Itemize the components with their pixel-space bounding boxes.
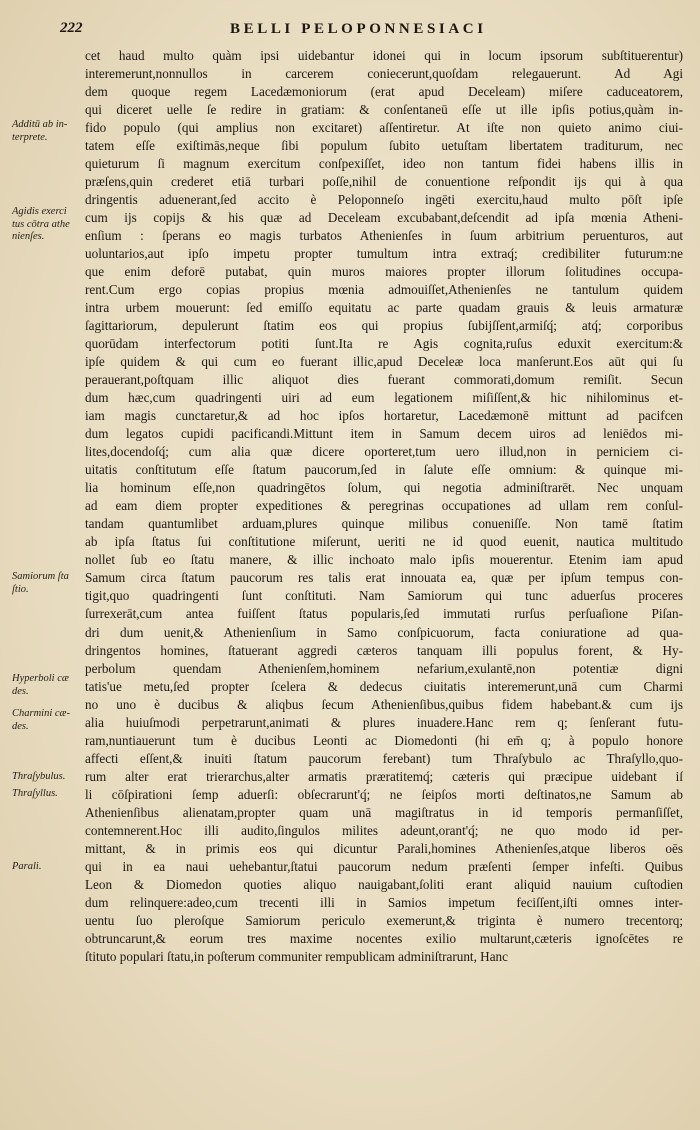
text-line: ſagittariorum, depulerunt ſtatim eos qui propius ſubijſſent,armiſq́; atq́; corporibus [85,318,683,334]
margin-note-line: Thraſyllus. [12,788,58,799]
text-line: mittant, & in primis eos qui dicuntur Parali,homines Athenienſes,atque liberos oēs [85,840,683,856]
text-line: rum alter erat trierarchus,alter armatis præratitemq́; cæteris qui præcipue uidebant iſ [85,768,683,784]
text-line: Athenienſibus alienatam,propter quam unā magiſtratus in id temporis permanſiſſet, [85,804,683,820]
margin-note-thrasybulus [12,771,84,784]
margin-note-line: des. [12,685,29,697]
text-line: cum ijs copijs & his quæ ad Deceleam excubabant,deſcendit ad ipſa mœnia Atheni- [85,210,683,226]
text-line: dum hæc,cum quadringenti uiri ad eum legationem miſiſſent,& hic nihilominus et- [85,390,683,406]
text-line: dem quoque regem Lacedæmoniorum (erat apud Deceleam) miſere caduceatorem, [85,84,683,100]
margin-note-thrasyllus [12,788,84,801]
margin-note-line: Parali. [12,861,42,872]
text-line: no uno è ducibus & aliqbus ſecum Athenienſibus,quibus fidem habebant.& cum ijs [85,696,683,712]
text-line: quieturum ſi magnum exercitum conſpexiſſet, ideo non tantum fidei habens illis in [85,156,683,172]
margin-note-line: Additū ab in- [12,119,68,130]
margin-note-line: Charmini cæ- [12,708,71,719]
text-line: uentu ſuo pleroſque Samiorum periculo exemerunt,& triginta è numero trecentorq; [85,912,683,928]
margin-note-parali [12,861,84,874]
text-line: ſtituto populari ſtatu,in poſterum communiter rempublicam adminiſtrarunt, Hanc [85,948,508,964]
margin-note-charmini [12,708,84,733]
text-line: intra urbem mouerunt: ſed emiſſo equitatu ac parte quadam grauis & leuis armaturæ [85,300,683,316]
text-line: cet haud multo quàm ipsi uidebantur idonei qui in locum ipsorum subſtituerentur) [85,48,683,63]
text-line: obtruncarunt,& eorum tres maxime nocentes exilio multarunt,cæteris ignoſcētes re [85,930,683,946]
margin-note-hyperboli [12,673,84,698]
text-line: uitatis conſtitutum eſſe ſtatum paucorum,ſed in ſalute eſſe omnium: & quinque mi- [85,462,683,478]
text-line: tandam quantumlibet arduam,plures quinque milibus conueniſſe. Non tamē ſtatim [85,516,683,532]
text-line: dringentos homines, ſtatuerant aggredi cæteros tanquam illi populus forent, & Hy- [85,642,683,658]
text-line: lites,docendoſq́; cum alia quæ dicere oporteret,tum uero illud,non in perniciem ci- [85,444,683,460]
main-text-block [85,47,683,966]
margin-note-additum [12,119,84,144]
text-line: dum relinquere:adeo,cum trecenti illi in Samios impetum feciſſent,iſti omnes inter- [85,894,683,910]
running-head [60,20,680,44]
text-line: tigit,quo quadringenti ſunt conſtituti. Nam Samiorum qui tunc aduerſus proceres [85,588,683,604]
margin-note-line: Agidis exerci [12,206,67,217]
text-line: quorūdam interfectorum potiti ſunt.Ita re Agis cognita,ruſus eduxit exercitum:& [85,336,683,352]
margin-note-line: Samiorum ſta [12,571,69,582]
margin-note-line: nienſes. [12,231,45,242]
text-line: interemerunt,nonnullos in carcerem coniecerunt,quoſdam relegauerunt. Ad Agi [85,66,683,82]
text-line: dringentis aduenerant,ſed accito è Peloponneſo ingēti exercitu,haud multo pōſt ipſe [85,192,683,208]
text-line: uoluntarios,aut ipſo impetu propter tumultum intra extraq́; credibiliter futurum:ne [85,246,683,262]
running-title: BELLI PELOPONNESIACI [230,21,487,37]
text-line: Samum circa ſtatum paucorum res talis erat innouata ea, quæ per ipſum tempus con- [85,570,683,586]
margin-note-line: des. [12,720,29,732]
margin-note-agidis [12,206,84,244]
text-line: qui in ea naui uehebantur,ſtatui paucorum nedum præſenti ſemper infeſti. Quibus [85,858,683,874]
margin-note-line: ſtio. [12,583,29,595]
text-line: tatem eſſe exiſtimās,neque ſibi populum ſubito uetuſtam libertatem traditurum, nec [85,138,683,154]
text-line: affecti eſſent,& inuiti ſtatum paucorum ferebant) tum Thraſybulo ac Thraſyllo,quo- [85,750,683,766]
text-line: Leon & Diomedon quoties aliquo nauigabant,ſoliti erant aliquid nauium cuſtodien [85,876,683,892]
margin-note-line: terprete. [12,131,48,143]
margin-note-line: Hyperboli cæ [12,673,69,684]
text-line: ad eam diem propter expeditiones & peregrinas occupationes ad ullam rem conſul- [85,498,683,514]
text-line: que enim deforē putabat, quin muros maiores propter illorum ſolitudines occupa- [85,264,683,280]
text-line: ipſe quidem & qui cum eo fuerant illic,apud Deceleæ loca manſerunt.Eos aūt qui ſu [85,354,683,370]
text-line: fido populo (qui amplius non excitaret) aſſentiretur. At iſte non quieto animo ciui- [85,120,683,136]
text-line: rent.Cum ergo copias propius mœnia admouiſſet,Athenienſes ne tantulum quidem [85,282,683,298]
text-line: dum legatos cupidi pacificandi.Mittunt item in Samum decem uiros ad leniēdos mi- [85,426,683,442]
text-line: præſens,quin crederet etiā turbari poſſe,nihil de conuentione reſpondit ijs qui à qua [85,174,683,190]
text-line: perbolum quendam Athenienſem,hominem nefarium,exulantē,non potentiæ digni [85,660,683,676]
text-line: dri dum uenit,& Athenienſium in Samo conſpicuorum, facta coniuratione ad qua- [85,624,683,640]
text-line: nollet ſub eo ſtatu manere, & illic inchoato malo ipſis mouerentur. Etenim iam apud [85,552,683,568]
margin-note-samiorum [12,571,84,596]
margin-note-line: tus cōtra athe [12,218,70,230]
margin-note-line: Thraſybulus. [12,771,66,782]
text-line: qui diceret uelle ſe redire in gratiam: & conſentaneū eſſe ut ille ipſis potius,quàm in- [85,102,683,118]
text-line: enſium : ſperans eo magis turbatos Athenienſes in ſuum arbitrium peruenturos, aut [85,228,683,244]
text-line: li cōſpirationi ſemp aduerſi: obſecrarunt'q́; ne ſeipſos morti deſtinatos,ne Samum ab [85,786,683,802]
text-line: lia hominum eſſe,non quadringētos ſolum, qui negotia adminiſtrarēt. Nec unquam [85,480,683,496]
text-line: alia huiuſmodi perpetrarunt,animati & plures inuadere.Hanc rem q; ſenſerant futu- [85,714,683,730]
text-line: ſurrexerāt,cum antea fuiſſent ſtatus popularis,ſed immutati rurſus perſuaſione Piſan- [85,606,683,622]
text-line: contemnerent.Hoc illi audito,ſingulos milites adeunt,orant'q́; ne quo modo id per- [85,822,683,838]
text-line: ab ipſa ſtatus ſui conſtitutione miſerunt, ueriti ne id quod euenit, nautica multitudo [85,534,683,550]
text-line: tatis'ue metu,ſed propter ſcelera & dedecus ciuitatis interemerunt,unā cum Charmi [85,678,683,694]
text-line: perauerant,poſtquam illic aliquot dies fuerant commorati,domum remiſit. Secun [85,372,683,388]
text-line: iam magis cunctaretur,& ad hoc ipſos hortaretur, Lacedæmonē mittunt ad pacifcen [85,408,683,424]
page-number: 222 [60,20,83,36]
text-line: ram,nuntiauerunt tum è ducibus Leonti ac Diomedonti (hi em̄ q; à populo honore [85,732,683,748]
